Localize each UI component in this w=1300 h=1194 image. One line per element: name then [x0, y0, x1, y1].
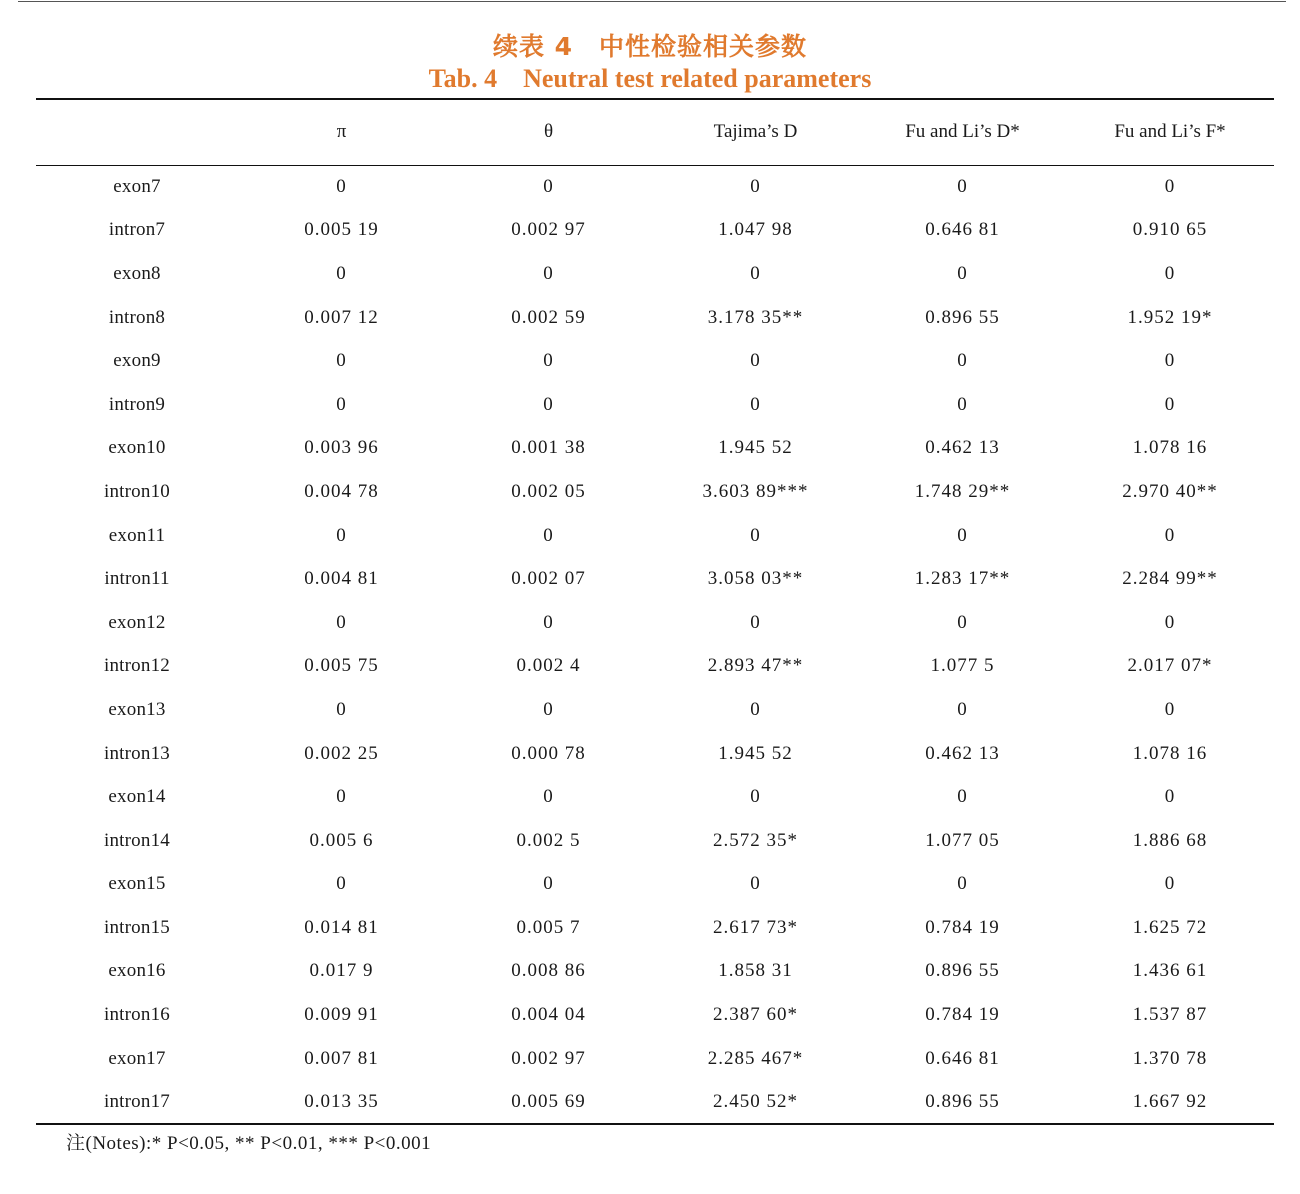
caption-chinese: 续表 4 中性检验相关参数 — [492, 32, 808, 61]
fu-li-d-value: 0 — [957, 262, 968, 284]
header-pi: π — [336, 121, 347, 143]
theta-value: 0 — [543, 176, 554, 198]
theta-value: 0.002 97 — [511, 1047, 586, 1069]
pi-value: 0.005 75 — [304, 655, 379, 677]
tajimas-d-value: 0 — [750, 698, 761, 720]
theta-value: 0.002 05 — [511, 480, 586, 502]
fu-li-f-value: 1.370 78 — [1132, 1047, 1208, 1069]
fu-li-d-value: 0 — [957, 524, 968, 546]
table-row — [36, 732, 1274, 776]
pi-value: 0 — [336, 873, 347, 895]
theta-value: 0.004 04 — [511, 1004, 586, 1026]
fu-li-d-value: 0.462 13 — [925, 437, 1000, 459]
tajimas-d-value: 0 — [750, 262, 761, 284]
fu-li-d-value: 0.646 81 — [925, 219, 1000, 241]
tajimas-d-value: 0 — [750, 176, 761, 198]
fu-li-d-value: 0.462 13 — [925, 742, 1000, 764]
fu-li-f-value: 1.078 16 — [1132, 437, 1208, 459]
tajimas-d-value: 2.617 73* — [713, 916, 798, 938]
theta-value: 0.002 4 — [516, 655, 581, 677]
pi-value: 0.009 91 — [304, 1004, 379, 1026]
fu-li-f-value: 1.537 87 — [1132, 1004, 1208, 1026]
tajimas-d-value: 3.178 35** — [707, 306, 804, 328]
tajimas-d-value: 2.387 60* — [713, 1004, 798, 1026]
pi-value: 0 — [336, 262, 347, 284]
pi-value: 0.004 81 — [304, 568, 379, 590]
row-label: intron11 — [104, 568, 170, 590]
theta-value: 0 — [543, 350, 554, 372]
pi-value: 0 — [336, 393, 347, 415]
tajimas-d-value: 2.572 35* — [713, 829, 798, 851]
caption-english — [0, 64, 1300, 94]
row-label: intron10 — [104, 480, 170, 502]
fu-li-f-value: 1.625 72 — [1132, 916, 1208, 938]
header-fu-li-f: Fu and Li’s F* — [1114, 121, 1226, 143]
row-label: intron14 — [104, 829, 170, 851]
pi-value: 0.005 6 — [309, 829, 374, 851]
table-row — [36, 1080, 1274, 1124]
fu-li-f-value: 2.284 99** — [1122, 568, 1218, 590]
table-row — [36, 950, 1274, 994]
row-label: intron12 — [104, 655, 170, 677]
fu-li-d-value: 0 — [957, 350, 968, 372]
pi-value: 0.007 81 — [304, 1047, 379, 1069]
fu-li-f-value: 1.436 61 — [1132, 960, 1208, 982]
fu-li-f-value: 0 — [1164, 350, 1176, 372]
row-label: exon11 — [108, 524, 166, 546]
theta-value: 0.002 59 — [511, 306, 586, 328]
table-header-row — [36, 99, 1274, 165]
tajimas-d-value: 0 — [750, 611, 761, 633]
neutral-test-table — [36, 98, 1274, 1125]
row-label: exon9 — [113, 350, 161, 372]
row-label: exon13 — [108, 698, 166, 720]
table-row — [36, 296, 1274, 340]
fu-li-f-value: 0 — [1164, 786, 1176, 808]
fu-li-f-value: 0.910 65 — [1132, 219, 1208, 241]
pi-value: 0 — [336, 524, 347, 546]
fu-li-f-value: 0 — [1164, 176, 1176, 198]
table-row — [36, 688, 1274, 732]
fu-li-f-value: 0 — [1164, 524, 1176, 546]
table-row — [36, 339, 1274, 383]
fu-li-d-value: 0 — [957, 873, 968, 895]
row-label: exon17 — [108, 1047, 166, 1069]
row-label: intron7 — [108, 219, 166, 241]
row-label: exon10 — [108, 437, 166, 459]
tajimas-d-value: 1.047 98 — [718, 219, 793, 241]
row-label: intron17 — [104, 1090, 170, 1112]
fu-li-d-value: 0 — [957, 698, 968, 720]
pi-value: 0 — [336, 176, 347, 198]
fu-li-f-value: 2.970 40** — [1122, 480, 1218, 502]
theta-value: 0 — [543, 786, 554, 808]
pi-value: 0.014 81 — [304, 916, 379, 938]
fu-li-d-value: 0 — [957, 393, 968, 415]
header-tajimas-d: Tajima’s D — [713, 121, 798, 143]
pi-value: 0 — [336, 611, 347, 633]
table-row — [36, 993, 1274, 1037]
fu-li-f-value: 0 — [1164, 611, 1176, 633]
theta-value: 0.002 07 — [511, 568, 586, 590]
theta-value: 0.008 86 — [511, 960, 586, 982]
pi-value: 0.005 19 — [304, 219, 379, 241]
row-label: exon8 — [113, 262, 161, 284]
fu-li-f-value: 1.886 68 — [1132, 829, 1208, 851]
tajimas-d-value: 3.603 89*** — [702, 480, 809, 502]
table-row — [36, 427, 1274, 471]
fu-li-f-value: 0 — [1164, 873, 1176, 895]
row-label: exon15 — [108, 873, 166, 895]
tajimas-d-value: 0 — [750, 350, 761, 372]
tajimas-d-value: 2.893 47** — [707, 655, 804, 677]
row-label: intron16 — [104, 1004, 170, 1026]
header-row-label — [36, 99, 238, 165]
table-body — [36, 165, 1274, 1124]
pi-value: 0 — [336, 786, 347, 808]
table-row — [36, 601, 1274, 645]
pi-value: 0.002 25 — [304, 742, 379, 764]
tajimas-d-value: 2.450 52* — [713, 1090, 798, 1112]
pi-value: 0.013 35 — [304, 1090, 379, 1112]
table-caption — [0, 30, 1300, 94]
fu-li-d-value: 1.077 5 — [930, 655, 995, 677]
header-theta: θ — [543, 121, 554, 143]
tajimas-d-value: 1.858 31 — [718, 960, 793, 982]
tajimas-d-value: 0 — [750, 786, 761, 808]
tajimas-d-value: 0 — [750, 393, 761, 415]
theta-value: 0.001 38 — [511, 437, 586, 459]
fu-li-f-value: 0 — [1164, 698, 1176, 720]
fu-li-f-value: 2.017 07* — [1127, 655, 1213, 677]
fu-li-d-value: 0.784 19 — [925, 1004, 1000, 1026]
fu-li-f-value: 1.667 92 — [1132, 1090, 1208, 1112]
pi-value: 0.004 78 — [304, 480, 379, 502]
fu-li-d-value: 0.646 81 — [925, 1047, 1000, 1069]
fu-li-d-value: 1.283 17** — [914, 568, 1011, 590]
fu-li-d-value: 0.896 55 — [925, 960, 1000, 982]
theta-value: 0 — [543, 698, 554, 720]
tajimas-d-value: 3.058 03** — [707, 568, 804, 590]
caption-table-title: Neutral test related parameters — [523, 64, 872, 93]
table-row — [36, 645, 1274, 689]
pi-value: 0 — [336, 698, 347, 720]
row-label: intron15 — [104, 916, 170, 938]
fu-li-d-value: 0.896 55 — [925, 1090, 1000, 1112]
row-label: intron13 — [104, 742, 170, 764]
tajimas-d-value: 2.285 467* — [707, 1047, 804, 1069]
theta-value: 0 — [543, 873, 554, 895]
tajimas-d-value: 1.945 52 — [718, 742, 793, 764]
table-row — [36, 775, 1274, 819]
pi-value: 0.007 12 — [304, 306, 379, 328]
table-row — [36, 470, 1274, 514]
theta-value: 0.005 69 — [511, 1090, 586, 1112]
table-note: 注(Notes):* P<0.05, ** P<0.01, *** P<0.001 — [66, 1133, 432, 1154]
fu-li-d-value: 0 — [957, 786, 968, 808]
table-row — [36, 514, 1274, 558]
row-label: intron8 — [108, 306, 166, 328]
theta-value: 0.000 78 — [511, 742, 586, 764]
table-row — [36, 557, 1274, 601]
pi-value: 0 — [336, 350, 347, 372]
row-label: exon12 — [108, 611, 166, 633]
fu-li-d-value: 0.784 19 — [925, 916, 1000, 938]
fu-li-f-value: 1.078 16 — [1132, 742, 1208, 764]
header-fu-li-d: Fu and Li’s D* — [905, 121, 1020, 143]
table-row — [36, 1037, 1274, 1081]
theta-value: 0 — [543, 611, 554, 633]
pi-value: 0.017 9 — [309, 960, 374, 982]
fu-li-d-value: 1.748 29** — [914, 480, 1011, 502]
pi-value: 0.003 96 — [304, 437, 379, 459]
row-label: exon7 — [113, 176, 161, 198]
page-top-rule — [18, 1, 1286, 2]
row-label: intron9 — [108, 393, 166, 415]
fu-li-d-value: 1.077 05 — [925, 829, 1000, 851]
table-row — [36, 252, 1274, 296]
row-label: exon14 — [108, 786, 166, 808]
fu-li-d-value: 0 — [957, 611, 968, 633]
tajimas-d-value: 0 — [750, 873, 761, 895]
table-row — [36, 819, 1274, 863]
table-row — [36, 209, 1274, 253]
theta-value: 0.005 7 — [516, 916, 581, 938]
fu-li-f-value: 1.952 19* — [1127, 306, 1213, 328]
table-row — [36, 165, 1274, 209]
fu-li-d-value: 0.896 55 — [925, 306, 1000, 328]
caption-table-number: Tab. 4 — [428, 64, 498, 93]
tajimas-d-value: 1.945 52 — [718, 437, 793, 459]
theta-value: 0.002 97 — [511, 219, 586, 241]
theta-value: 0 — [543, 393, 554, 415]
row-label: exon16 — [108, 960, 166, 982]
theta-value: 0.002 5 — [516, 829, 581, 851]
table-row — [36, 906, 1274, 950]
theta-value: 0 — [543, 262, 554, 284]
table-row — [36, 383, 1274, 427]
theta-value: 0 — [543, 524, 554, 546]
table-row — [36, 863, 1274, 907]
fu-li-f-value: 0 — [1164, 393, 1176, 415]
tajimas-d-value: 0 — [750, 524, 761, 546]
fu-li-d-value: 0 — [957, 176, 968, 198]
fu-li-f-value: 0 — [1164, 262, 1176, 284]
